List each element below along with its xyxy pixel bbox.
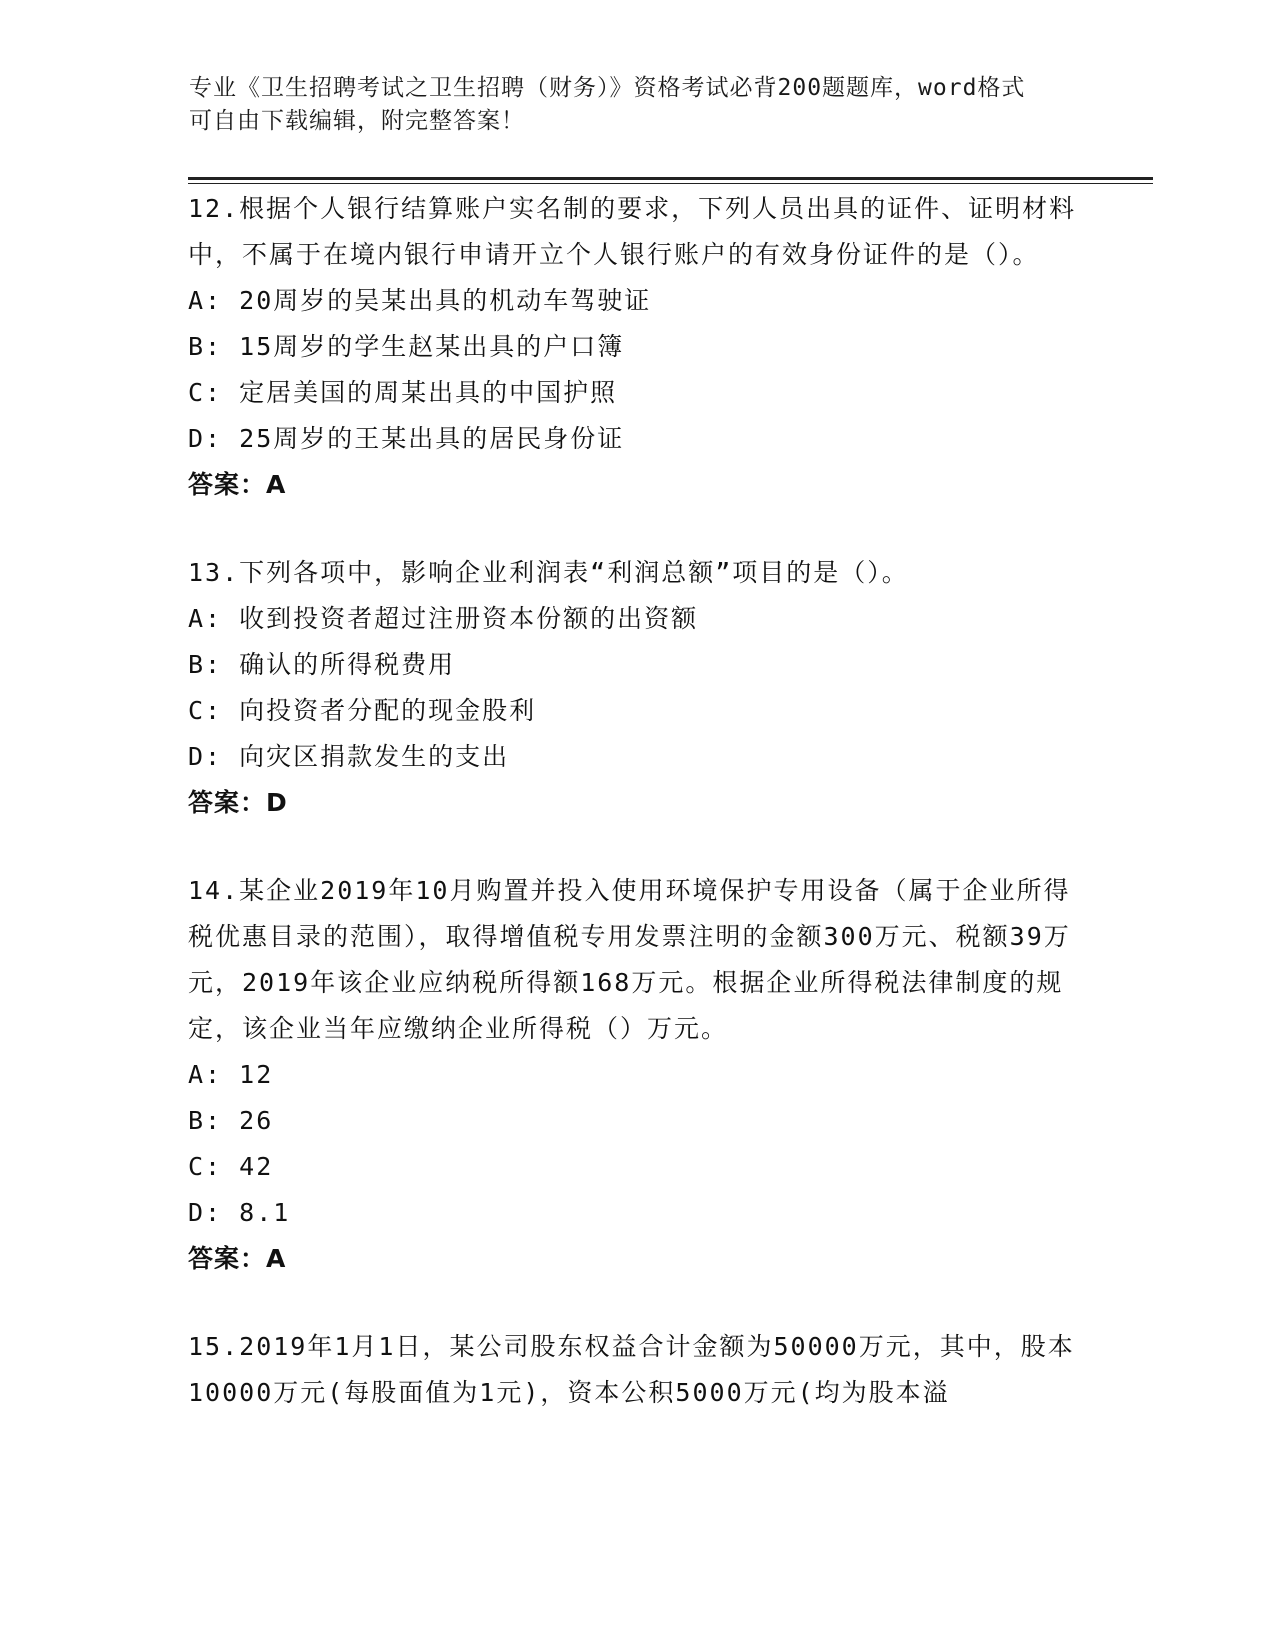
question-stem: 12.根据个人银行结算账户实名制的要求，下列人员出具的证件、证明材料中，不属于在境内银行申请开立个人银行账户的有效身份证件的是（）。 <box>188 194 1077 269</box>
option-b: B: 26 <box>188 1106 274 1135</box>
option-c: C: 定居美国的周某出具的中国护照 <box>188 378 618 407</box>
option-b: B: 确认的所得税费用 <box>188 650 456 679</box>
option-a: A: 12 <box>188 1060 274 1089</box>
header-line-1: 专业《卫生招聘考试之卫生招聘（财务）》资格考试必背200题题库，word格式 <box>189 75 1026 101</box>
header-rule-thin <box>188 183 1153 184</box>
question-12 <box>188 186 1088 508</box>
header-line-2: 可自由下载编辑，附完整答案！ <box>189 108 525 134</box>
question-14 <box>188 868 1088 1282</box>
option-d: D: 25周岁的王某出具的居民身份证 <box>188 424 625 453</box>
option-b: B: 15周岁的学生赵某出具的户口簿 <box>188 332 625 361</box>
answer: 答案：A <box>188 1244 287 1273</box>
question-stem: 15.2019年1月1日，某公司股东权益合计金额为50000万元，其中，股本10000万元(每股面值为1元)，资本公积5000万元(均为股本溢 <box>188 1332 1075 1407</box>
question-stem: 13.下列各项中，影响企业利润表“利润总额”项目的是（）。 <box>188 558 909 587</box>
option-c: C: 向投资者分配的现金股利 <box>188 696 537 725</box>
option-c: C: 42 <box>188 1152 274 1181</box>
question-13 <box>188 550 1088 826</box>
header-rule-thick <box>188 177 1153 180</box>
question-list <box>188 186 1088 1416</box>
answer: 答案：D <box>188 788 288 817</box>
answer: 答案：A <box>188 470 287 499</box>
option-d: D: 向灾区捐款发生的支出 <box>188 742 510 771</box>
document-header <box>189 72 1069 138</box>
option-d: D: 8.1 <box>188 1198 291 1227</box>
option-a: A: 20周岁的吴某出具的机动车驾驶证 <box>188 286 652 315</box>
option-a: A: 收到投资者超过注册资本份额的出资额 <box>188 604 699 633</box>
question-stem: 14.某企业2019年10月购置并投入使用环境保护专用设备（属于企业所得税优惠目录的范围），取得增值税专用发票注明的金额300万元、税额39万元，2019年该企业应纳税所得额168万元。根据企业所得税法律制度的规定，该企业当年应缴纳企业所得税（）万元。 <box>188 876 1071 1043</box>
question-15 <box>188 1324 1088 1416</box>
